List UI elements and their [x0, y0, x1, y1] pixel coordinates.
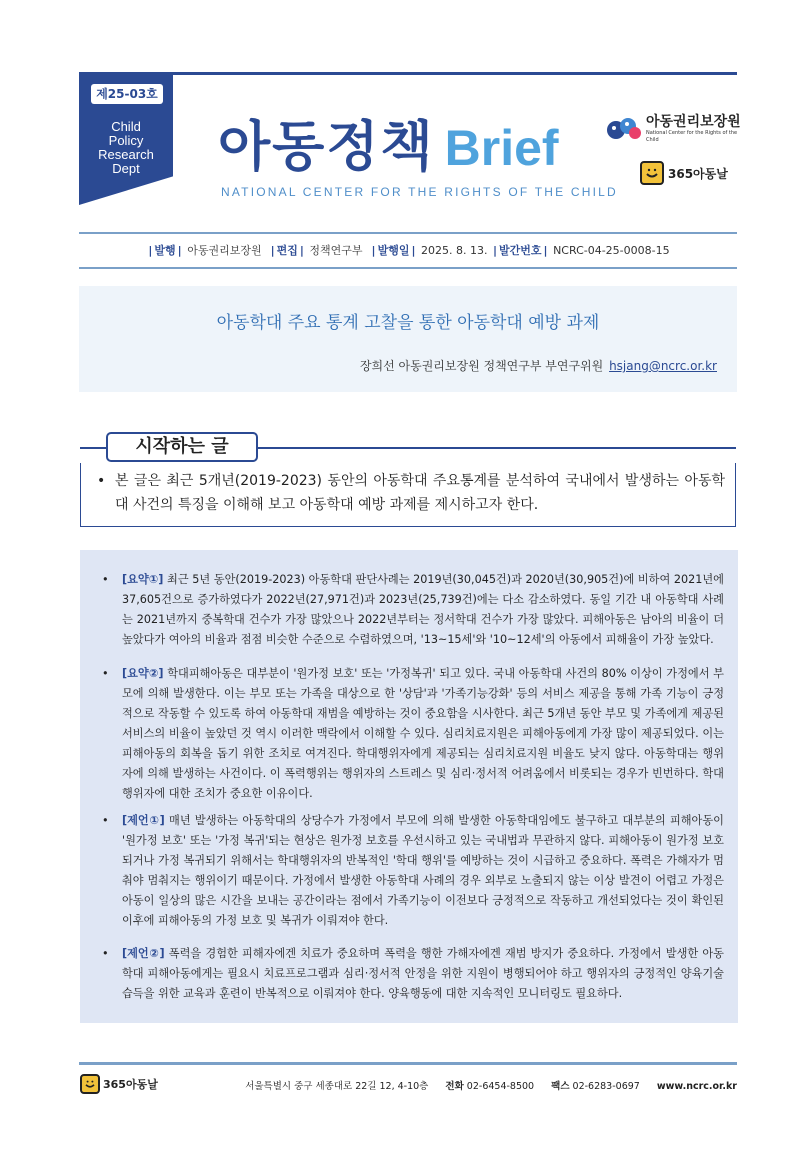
dept-line: Dept: [112, 161, 140, 176]
summary-tag: [제언①]: [122, 814, 165, 827]
footer-rule: [79, 1062, 737, 1065]
article-title: 아동학대 주요 통계 고찰을 통한 아동학대 예방 과제: [216, 313, 600, 333]
logo-365: [640, 160, 728, 186]
phone: 02-6454-8500: [466, 1081, 535, 1092]
summary-panel: [80, 550, 738, 1023]
brief-title-kr: 아동정책: [218, 115, 435, 178]
author-line: [360, 357, 717, 374]
bullet: •: [102, 947, 109, 960]
footer-address: 서울특별시 중구 세종대로 22길 12, 4-10층: [245, 1081, 429, 1092]
summary-item: [102, 811, 724, 931]
bullet: •: [102, 573, 109, 586]
phone-label: 전화: [445, 1081, 464, 1092]
dept-line: Child: [111, 119, 141, 134]
dept-line: Policy: [108, 133, 144, 148]
website-link[interactable]: www.ncrc.or.kr: [656, 1081, 737, 1092]
editor: 정책연구부: [309, 244, 363, 257]
smile-icon: [640, 161, 664, 185]
summary-text: 매년 발생하는 아동학대의 상당수가 가정에서 부모에 의해 발생한 아동학대임에도 불구하고 대부분의 피해아동이 '원가정 보호' 또는 '가정 복귀'되는 현상은 원가정 보호를 우선시하고 있는 국내법과 무관하지 않다. 피해아동이 원가정 보호되거나 가정 복귀되기 위해서는 학대행위자의 반복적인 '학대 행위'를 예방하는 것이 시급하고 중요하다. 폭력은 가해자가 멈춰야 멈춰지는 행위이기 때문이다. 가정에서 발생한 아동학대 사례의 경우 외부로 노출되지 않는 이상 발견이 어렵고 가정은 아동이 일상의 많은 시간을 보내는 공간이라는 점에서 가족기능이 이전보다 긍정적으로 작동하고 개선되었다는 것이 확인된 이후에 피해아동의 가정 보호 및 복귀가 이뤄져야 한다.: [122, 814, 724, 927]
bullet: •: [102, 667, 109, 680]
fax-label: 팩스: [551, 1081, 570, 1092]
intro-rule-right: [258, 447, 736, 449]
date-label: 발행일: [377, 244, 410, 257]
summary-text: 폭력을 경험한 피해자에겐 치료가 중요하며 폭력을 행한 가해자에겐 재범 방지가 중요하다. 가정에서 발생한 아동학대 피해아동에게는 필요시 치료프로그램과 심리·정서적 안정을 위한 지원이 병행되어야 하고 행위자의 긍정적인 양육기술 습득을 위한 교육과 훈련이 반복적으로 이뤄져야 한다. 양육행동에 대한 지속적인 모니터링도 필요하다.: [122, 947, 724, 1000]
footer-logo-text: 365아동날: [103, 1078, 158, 1091]
intro-text: • 본 글은 최근 5개년(2019-2023) 동안의 아동학대 주요통계를 분석하여 국내에서 발생하는 아동학대 사건의 특징을 이해해 보고 아동학대 예방 과제를 제시하고자 한다.: [91, 469, 725, 517]
header-top-rule: [79, 72, 737, 75]
org-logo-name: 아동권리보장원: [646, 114, 741, 130]
smile-icon: [80, 1074, 100, 1094]
bullet: •: [102, 814, 109, 827]
summary-item: [102, 570, 724, 650]
dept-line: Research: [98, 147, 154, 162]
dept-name: [79, 120, 173, 176]
publication-info: | 발행 | 아동권리보장원 | 편집 | 정책연구부 | 발행일 | 2025. 8. 13. | 발간번호 | NCRC-04-25-0008-15: [148, 244, 670, 257]
article-title-box: [79, 286, 737, 392]
publication-id: NCRC-04-25-0008-15: [553, 244, 670, 257]
intro-rule-left: [80, 447, 106, 449]
brief-title: [218, 104, 559, 181]
author: 장희선 아동권리보장원 정책연구부 부연구위원: [359, 359, 604, 373]
editor-label: 편집: [276, 244, 298, 257]
fax: 02-6283-0697: [572, 1081, 640, 1092]
brief-subtitle: NATIONAL CENTER FOR THE RIGHTS OF THE CHILD: [221, 185, 618, 199]
publisher: 아동권리보장원: [187, 244, 262, 257]
footer-logo: [80, 1074, 158, 1094]
pubinfo-rule-bottom: [79, 267, 737, 269]
author-email-link[interactable]: hsjang@ncrc.or.kr: [609, 359, 717, 373]
summary-item: [102, 664, 724, 804]
summary-text: 최근 5년 동안(2019-2023) 아동학대 판단사례는 2019년(30,045건)과 2020년(30,905건)에 비하여 2021년에 37,605건으로 증가하였다가 2022년(27,971건)과 2023년(25,739건)에는 다소 감소하였다. 동일 기간 내 아동학대 사례는 2021년까지 중복학대 건수가 가장 많았으나 2022년부터는 정서학대 건수가 가장 많았다. 피해아동은 남아의 비율이 더 높았다가 여아의 비율과 점점 비슷한 수준으로 수렴하였으며, '13~15세'와 '10~12세'의 아동에서 피해율이 가장 높았다.: [122, 573, 724, 646]
intro-heading: 시작하는 글: [106, 432, 258, 462]
issue-number: 제25-03호: [91, 84, 163, 104]
org-logo-en: National Center for the Rights of the Child: [646, 130, 738, 143]
summary-tag: [제언②]: [122, 947, 165, 960]
org-logo: [606, 112, 741, 146]
publisher-label: 발행: [154, 244, 176, 257]
id-label: 발간번호: [499, 244, 542, 257]
org-logo-icon: [606, 116, 642, 142]
summary-tag: [요약①]: [122, 573, 164, 586]
summary-item: [102, 944, 724, 1004]
summary-tag: [요약②]: [122, 667, 164, 680]
logo-365-text: 365아동날: [668, 166, 728, 181]
brief-title-en: Brief: [444, 120, 559, 176]
summary-text: 학대피해아동은 대부분이 '원가정 보호' 또는 '가정복귀' 되고 있다. 국내 아동학대 사건의 80% 이상이 가정에서 부모에 의해 발생한다. 이는 부모 또는 가족을 대상으로 한 '상담'과 '가족기능강화' 등의 서비스 제공을 통해 가족 기능이 긍정적으로 작동할 수 있도록 하여 아동학대 재범을 예방하는 것이 중요함을 시사한다. 최근 5개년 동안 부모 및 가족에게 제공된 서비스의 비율이 높았던 것 역시 이러한 맥락에서 이해할 수 있다. 심리치료지원은 피해아동에게 가장 많이 제공되었다. 이는 피해아동의 회복을 돕기 위한 조치로 여겨진다. 학대행위자에게 제공되는 심리치료지원 비율도 낮지 않다. 아동학대는 행위자에 의해 발생하는 사건이다. 이 폭력행위는 행위자의 스트레스 및 심리·정서적 어려움에서 비롯되는 경우가 빈번하다. 학대행위자에 대한 조치가 중요한 이유이다.: [122, 667, 724, 800]
publish-date: 2025. 8. 13.: [421, 244, 488, 257]
intro-box: [80, 463, 736, 527]
footer-contact: [245, 1078, 737, 1092]
